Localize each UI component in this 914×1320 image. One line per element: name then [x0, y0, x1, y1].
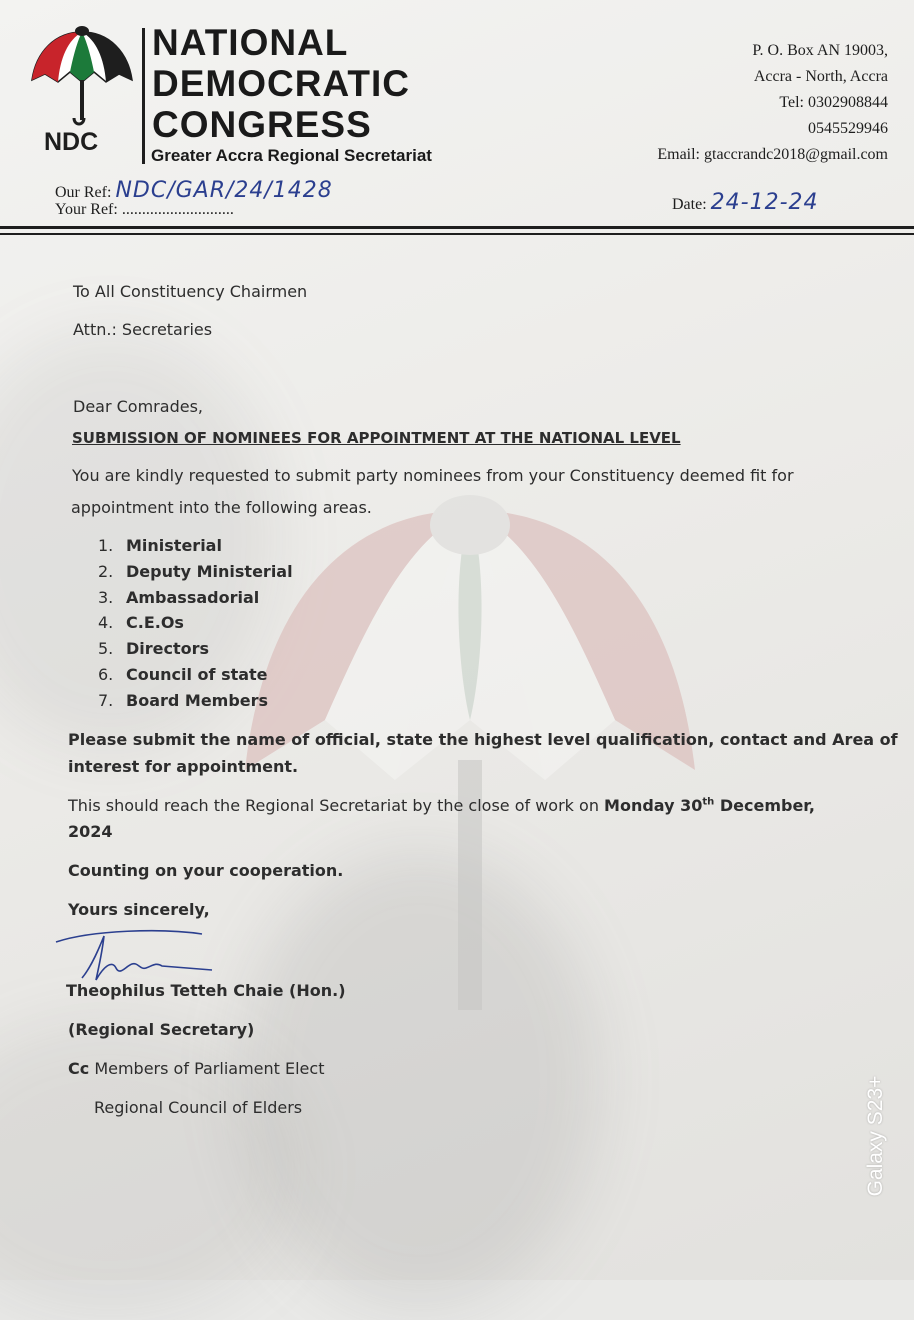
header-rule-thin [0, 233, 914, 235]
your-ref-dots: ............................ [121, 201, 234, 218]
logo-text: NDC [44, 128, 99, 156]
salutation: Dear Comrades, [73, 397, 203, 416]
date-handwritten: 24-12-24 [710, 190, 819, 215]
org-name-line-1: NATIONAL [152, 22, 349, 63]
deadline-line-1: This should reach the Regional Secretariat by the close of work on Monday 30th December, [68, 796, 815, 815]
attention: Attn.: Secretaries [73, 320, 213, 339]
intro-line-1: You are kindly requested to submit party nominees from your Constituency deemed fit for [72, 466, 794, 485]
cc-label: Cc [68, 1059, 90, 1078]
telephone: Tel: 0302908844 [779, 94, 888, 111]
request-line-1: Please submit the name of official, state the highest level qualification, contact and Area of [68, 730, 898, 749]
signatory-name: Theophilus Tetteh Chaie (Hon.) [66, 981, 346, 1000]
header-divider [142, 28, 145, 164]
signatory-role: (Regional Secretary) [68, 1020, 255, 1039]
list-item: 7. Board Members [98, 690, 269, 710]
your-ref [55, 201, 234, 219]
appointment-areas-list [98, 536, 293, 717]
header-rule [0, 226, 914, 229]
telephone-2: 0545529946 [808, 120, 888, 137]
your-ref-label: Your Ref: [55, 201, 118, 218]
deadline-year: 2024 [68, 822, 113, 841]
our-ref-handwritten: NDC/GAR/24/1428 [115, 178, 333, 203]
our-ref [55, 178, 333, 203]
list-item: 4. C.E.Os [98, 613, 184, 633]
list-item: 6. Council of state [98, 664, 268, 684]
recipient: To All Constituency Chairmen [73, 282, 308, 301]
counting-line: Counting on your cooperation. [68, 861, 344, 880]
org-name-line-2: DEMOCRATIC [152, 63, 411, 104]
intro-line-2: appointment into the following areas. [71, 498, 372, 517]
date [672, 190, 819, 215]
our-ref-label: Our Ref: [55, 184, 112, 201]
po-box: P. O. Box AN 19003, [752, 42, 888, 59]
list-item: 3. Ambassadorial [98, 587, 260, 607]
list-item: 1. Ministerial [98, 536, 222, 555]
signature-icon [52, 926, 222, 986]
city: Accra - North, Accra [753, 68, 888, 85]
list-item: 2. Deputy Ministerial [98, 561, 293, 581]
subject-line: SUBMISSION OF NOMINEES FOR APPOINTMENT AT THE NATIONAL LEVEL [72, 429, 681, 447]
list-item: 5. Directors [98, 639, 210, 659]
camera-watermark-text: Galaxy S23+ [864, 1075, 887, 1197]
email: Email: gtaccrandc2018@gmail.com [657, 146, 888, 163]
request-line-2: interest for appointment. [68, 757, 299, 776]
closing: Yours sincerely, [68, 900, 210, 919]
ndc-umbrella-watermark-icon [235, 480, 705, 1040]
cc-line-1: Cc Members of Parliament Elect [68, 1059, 325, 1078]
contact-block [657, 38, 888, 168]
camera-watermark [862, 1060, 892, 1220]
org-name-line-3: CONGRESS [152, 104, 372, 145]
date-label: Date: [672, 196, 707, 213]
cc-line-2: Regional Council of Elders [94, 1098, 303, 1117]
org-subtitle: Greater Accra Regional Secretariat [151, 146, 432, 165]
